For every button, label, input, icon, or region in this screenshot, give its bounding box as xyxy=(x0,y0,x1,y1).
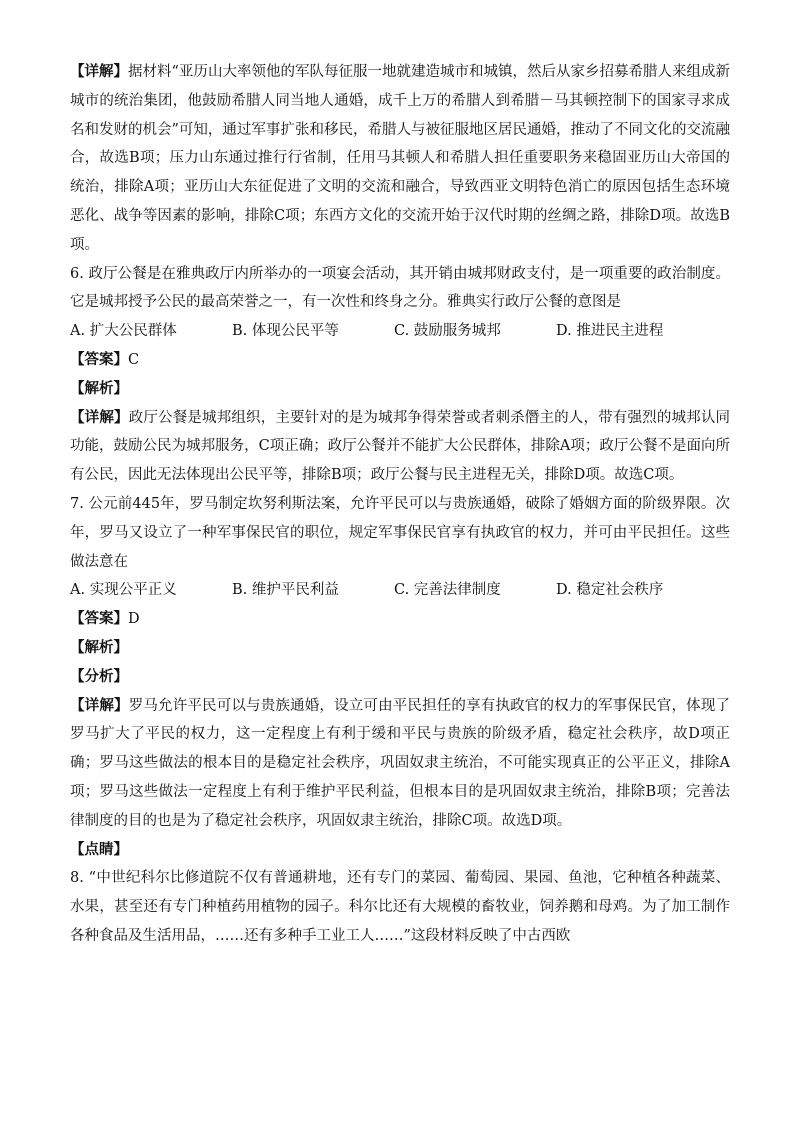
q6-option-a: A. 扩大公民群体 xyxy=(70,323,177,340)
q7-option-b: B. 维护平民利益 xyxy=(232,582,339,599)
q6-option-d: D. 推进民主进程 xyxy=(556,323,664,340)
q7-stem: 7. 公元前445年，罗马制定坎努利斯法案，允许平民可以与贵族通婚，破除了婚姻方面的阶级界限。次年，罗马又设立了一种军事保民官的职位，规定军事保民官享有执政官的权力，并可由平民担任。这些做法意在 xyxy=(70,495,730,570)
q7-option-d: D. 稳定社会秩序 xyxy=(556,582,664,599)
q7-answer-line xyxy=(70,605,730,634)
q7-analysis-tag: 【解析】 xyxy=(70,639,128,656)
q6-options xyxy=(70,317,730,346)
q6-answer: C xyxy=(128,351,140,368)
q7-answer-tag: 【答案】 xyxy=(70,611,128,628)
q7-detail-tag: 【详解】 xyxy=(70,697,129,714)
q6-detail-paragraph xyxy=(70,404,730,490)
q6-stem: 6. 政厅公餐是在雅典政厅内所举办的一项宴会活动，其开销由城邦财政支付，是一项重要的政治制度。它是城邦授予公民的最高荣誉之一，有一次性和终身之分。雅典实行政厅公餐的意图是 xyxy=(70,265,730,311)
q7-fenxi-tag: 【分析】 xyxy=(70,668,128,685)
q6-option-c: C. 鼓励服务城邦 xyxy=(394,323,501,340)
q8-stem: 8. “中世纪科尔比修道院不仅有普通耕地，还有专门的菜园、葡萄园、果园、鱼池，它种植各种蔬菜、水果，甚至还有专门种植药用植物的园子。科尔比还有大规模的畜牧业，饲养鹅和母鸡。为了加工制作各种食品及生活用品，……还有多种手工业工人……”这段材料反映了中古西欧 xyxy=(70,870,730,944)
q5-detail-text: 据材料“亚历山大率领他的军队每征服一地就建造城市和城镇，然后从家乡招募希腊人来组成新城市的统治集团，他鼓励希腊人同当地人通婚，成千上万的希腊人到希腊－马其顿控制下的国家寻求成名和发财的机会”可知，通过军事扩张和移民，希腊人与被征服地区居民通婚，推动了不同文化的交流融合，故选B项；压力山东通过推行行省制，任用马其顿人和希腊人担任重要职务来稳固亚历山大帝国的统治，排除A项；亚历山大东征促进了文明的交流和融合，导致西亚文明特色消亡的原因包括生态环境恶化、战争等因素的影响，排除C项；东西方文化的交流开始于汉代时期的丝绸之路，排除D项。故选B项。 xyxy=(70,64,730,253)
q6-detail-tag: 【详解】 xyxy=(70,409,129,426)
q7-detail-text: 罗马允许平民可以与贵族通婚，设立可由平民担任的享有执政官的权力的军事保民官，体现了罗马扩大了平民的权力，这一定程度上有利于缓和平民与贵族的阶级矛盾，稳定社会秩序，故D项正确；罗马这些做法的根本目的是稳定社会秩序，巩固奴隶主统治，不可能实现真正的公平正义，排除A项；罗马这些做法一定程度上有利于维护平民利益，但根本目的是巩固奴隶主统治，排除B项；完善法律制度的目的也是为了稳定社会秩序，巩固奴隶主统治，排除C项。故选D项。 xyxy=(70,697,731,829)
document-page xyxy=(70,58,730,951)
q7-option-a: A. 实现公平正义 xyxy=(70,582,177,599)
q6-answer-line xyxy=(70,346,730,375)
q6-option-b: B. 体现公民平等 xyxy=(232,323,339,340)
q7-dianjing-tag: 【点睛】 xyxy=(70,841,128,858)
q7-detail-paragraph xyxy=(70,692,730,836)
q7-option-c: C. 完善法律制度 xyxy=(394,582,501,599)
q6-analysis-tag: 【解析】 xyxy=(70,380,128,397)
q6-answer-tag: 【答案】 xyxy=(70,351,128,368)
q5-detail-paragraph xyxy=(70,58,730,260)
q7-options xyxy=(70,576,730,605)
q5-detail-tag: 【详解】 xyxy=(70,64,129,80)
q7-answer: D xyxy=(128,611,140,628)
q6-detail-text: 政厅公餐是城邦组织，主要针对的是为城邦争得荣誉或者刺杀僭主的人，带有强烈的城邦认同功能，鼓励公民为城邦服务，C项正确；政厅公餐并不能扩大公民群体，排除A项；政厅公餐不是面向所有公民，因此无法体现出公民平等，排除B项；政厅公餐与民主进程无关，排除D项。故选C项。 xyxy=(70,409,731,484)
